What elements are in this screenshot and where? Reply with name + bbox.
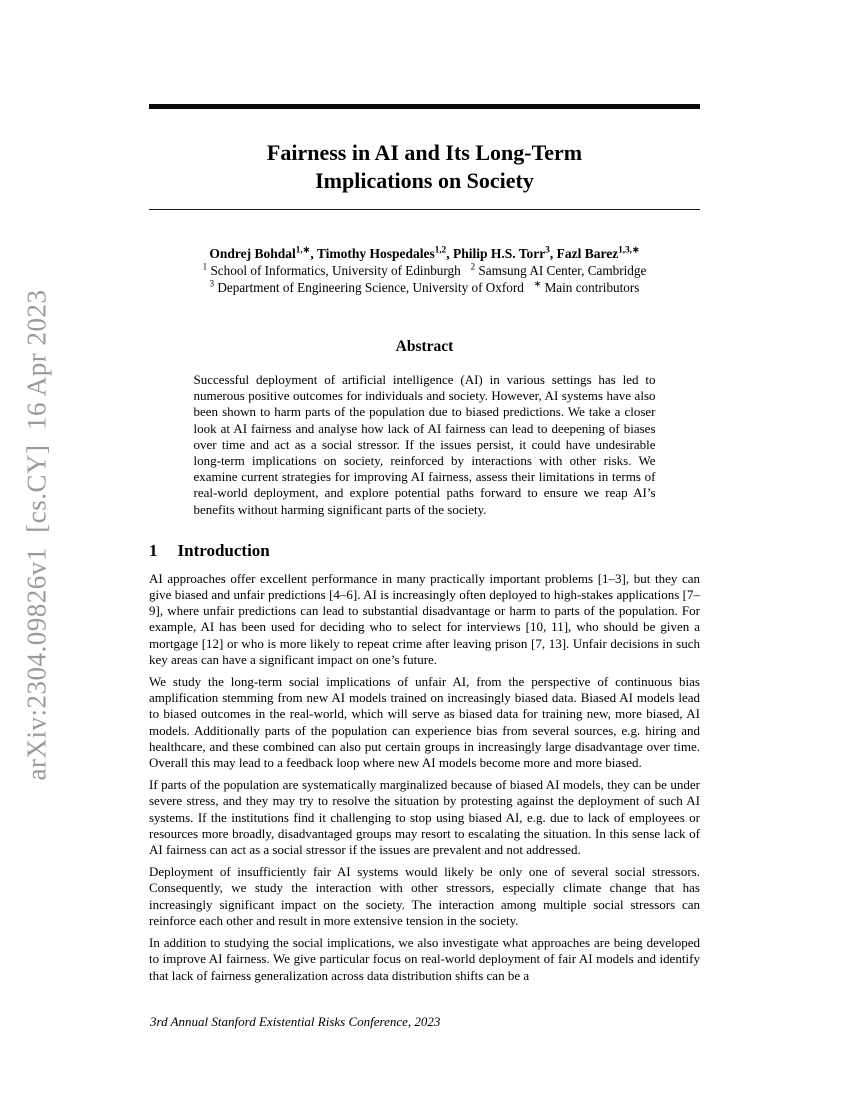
abstract-section [149,338,700,518]
intro-paragraph-5: In addition to studying the social implications, we also investigate what approaches are being developed to improve AI fairness. We give particular focus on real-world deployment of fair AI models and identify that lack of fairness generalization across data distribution shifts can be a [149,935,700,983]
arxiv-watermark: arXiv:2304.09826v1 [cs.CY] 16 Apr 2023 [21,289,52,781]
paper-content [149,0,700,990]
title-line-2: Implications on Society [315,167,534,193]
title-rule-bottom [149,209,700,211]
abstract-heading: Abstract [395,338,454,355]
footer-conference-note: 3rd Annual Stanford Existential Risks Conference, 2023 [150,1014,441,1029]
intro-paragraph-4: Deployment of insufficiently fair AI systems would likely be only one of several social stressors. Consequently, we study the interaction with other stressors, especially climate change that has increasingly significant impact on the society. The interaction among multiple social stressors can reinforce each other and result in more extensive tension in the society. [149,864,700,928]
section-heading-introduction [149,540,700,561]
section-title: Introduction [177,540,270,560]
intro-paragraph-2: We study the long-term social implications of unfair AI, from the perspective of continuous bias amplification stemming from new AI models trained on increasingly biased data. Biased AI models lead to biased outcomes in the real-world, which will serve as biased data for training new, more biased, AI models. Additionally parts of the population can experience bias from several sources, e.g. hiring and healthcare, and these combined can also put certain groups in increasingly large disadvantage over time. Overall this may lead to a feedback loop where new AI models become more and more biased. [149,674,700,771]
section-number: 1 [149,540,158,560]
abstract-text: Successful deployment of artificial intelligence (AI) in various settings has led to numerous positive outcomes for individuals and society. However, AI systems have also been shown to harm parts of the population due to biased predictions. We take a closer look at AI fairness and analyse how lack of AI fairness can lead to deepening of biases over time and act as a social stressor. If the issues persist, it could have undesirable long-term implications on society, reinforced by interactions with other risks. We examine current strategies for improving AI fairness, assess their limitations in terms of real-world deployment, and explore potential paths forward to ensure we reap AI’s benefits without harming significant parts of the society. [193,372,656,517]
affiliation-line-1: $^1$ School of Informatics, University of Edinburgh $^2$ Samsung AI Center, Cambridge [202,261,647,278]
title-rule-top [149,104,700,109]
title-line-1: Fairness in AI and Its Long-Term [266,139,583,165]
authors-line: Ondrej Bohdal$^{1,∗}$, Timothy Hospedales$^{1,2}$, Philip H.S. Torr$^3$, Fazl Barez$^{1,3,∗}$ [209,244,640,261]
paper-title [149,139,700,195]
affiliation-line-2: $^3$ Department of Engineering Science, University of Oxford ∗ Main contributors [209,278,640,295]
intro-paragraph-3: If parts of the population are systematically marginalized because of biased AI models, they can be under severe stress, and they may try to resolve the situation by protesting against the deployment of such AI systems. If the institutions find it challenging to stop using biased AI, e.g. due to lack of employees or resources more broadly, disadvantaged groups may resort to escalating the situation. In this sense lack of AI fairness can act as a social stressor if the issues are prevalent and not addressed. [149,777,700,858]
intro-paragraph-1: AI approaches offer excellent performance in many practically important problems [1–3], but they can give biased and unfair predictions [4–6]. AI is increasingly often deployed to high-stakes applications [7–9], where unfair predictions can lead to substantial disadvantage or harm to parts of the population. For example, AI has been used for deciding who to select for interviews [10, 11], who should be given a mortgage [12] or who is more likely to repeat crime after leaving prison [7, 13]. Unfair decisions in such key areas can have a significant impact on one’s future. [149,570,700,667]
